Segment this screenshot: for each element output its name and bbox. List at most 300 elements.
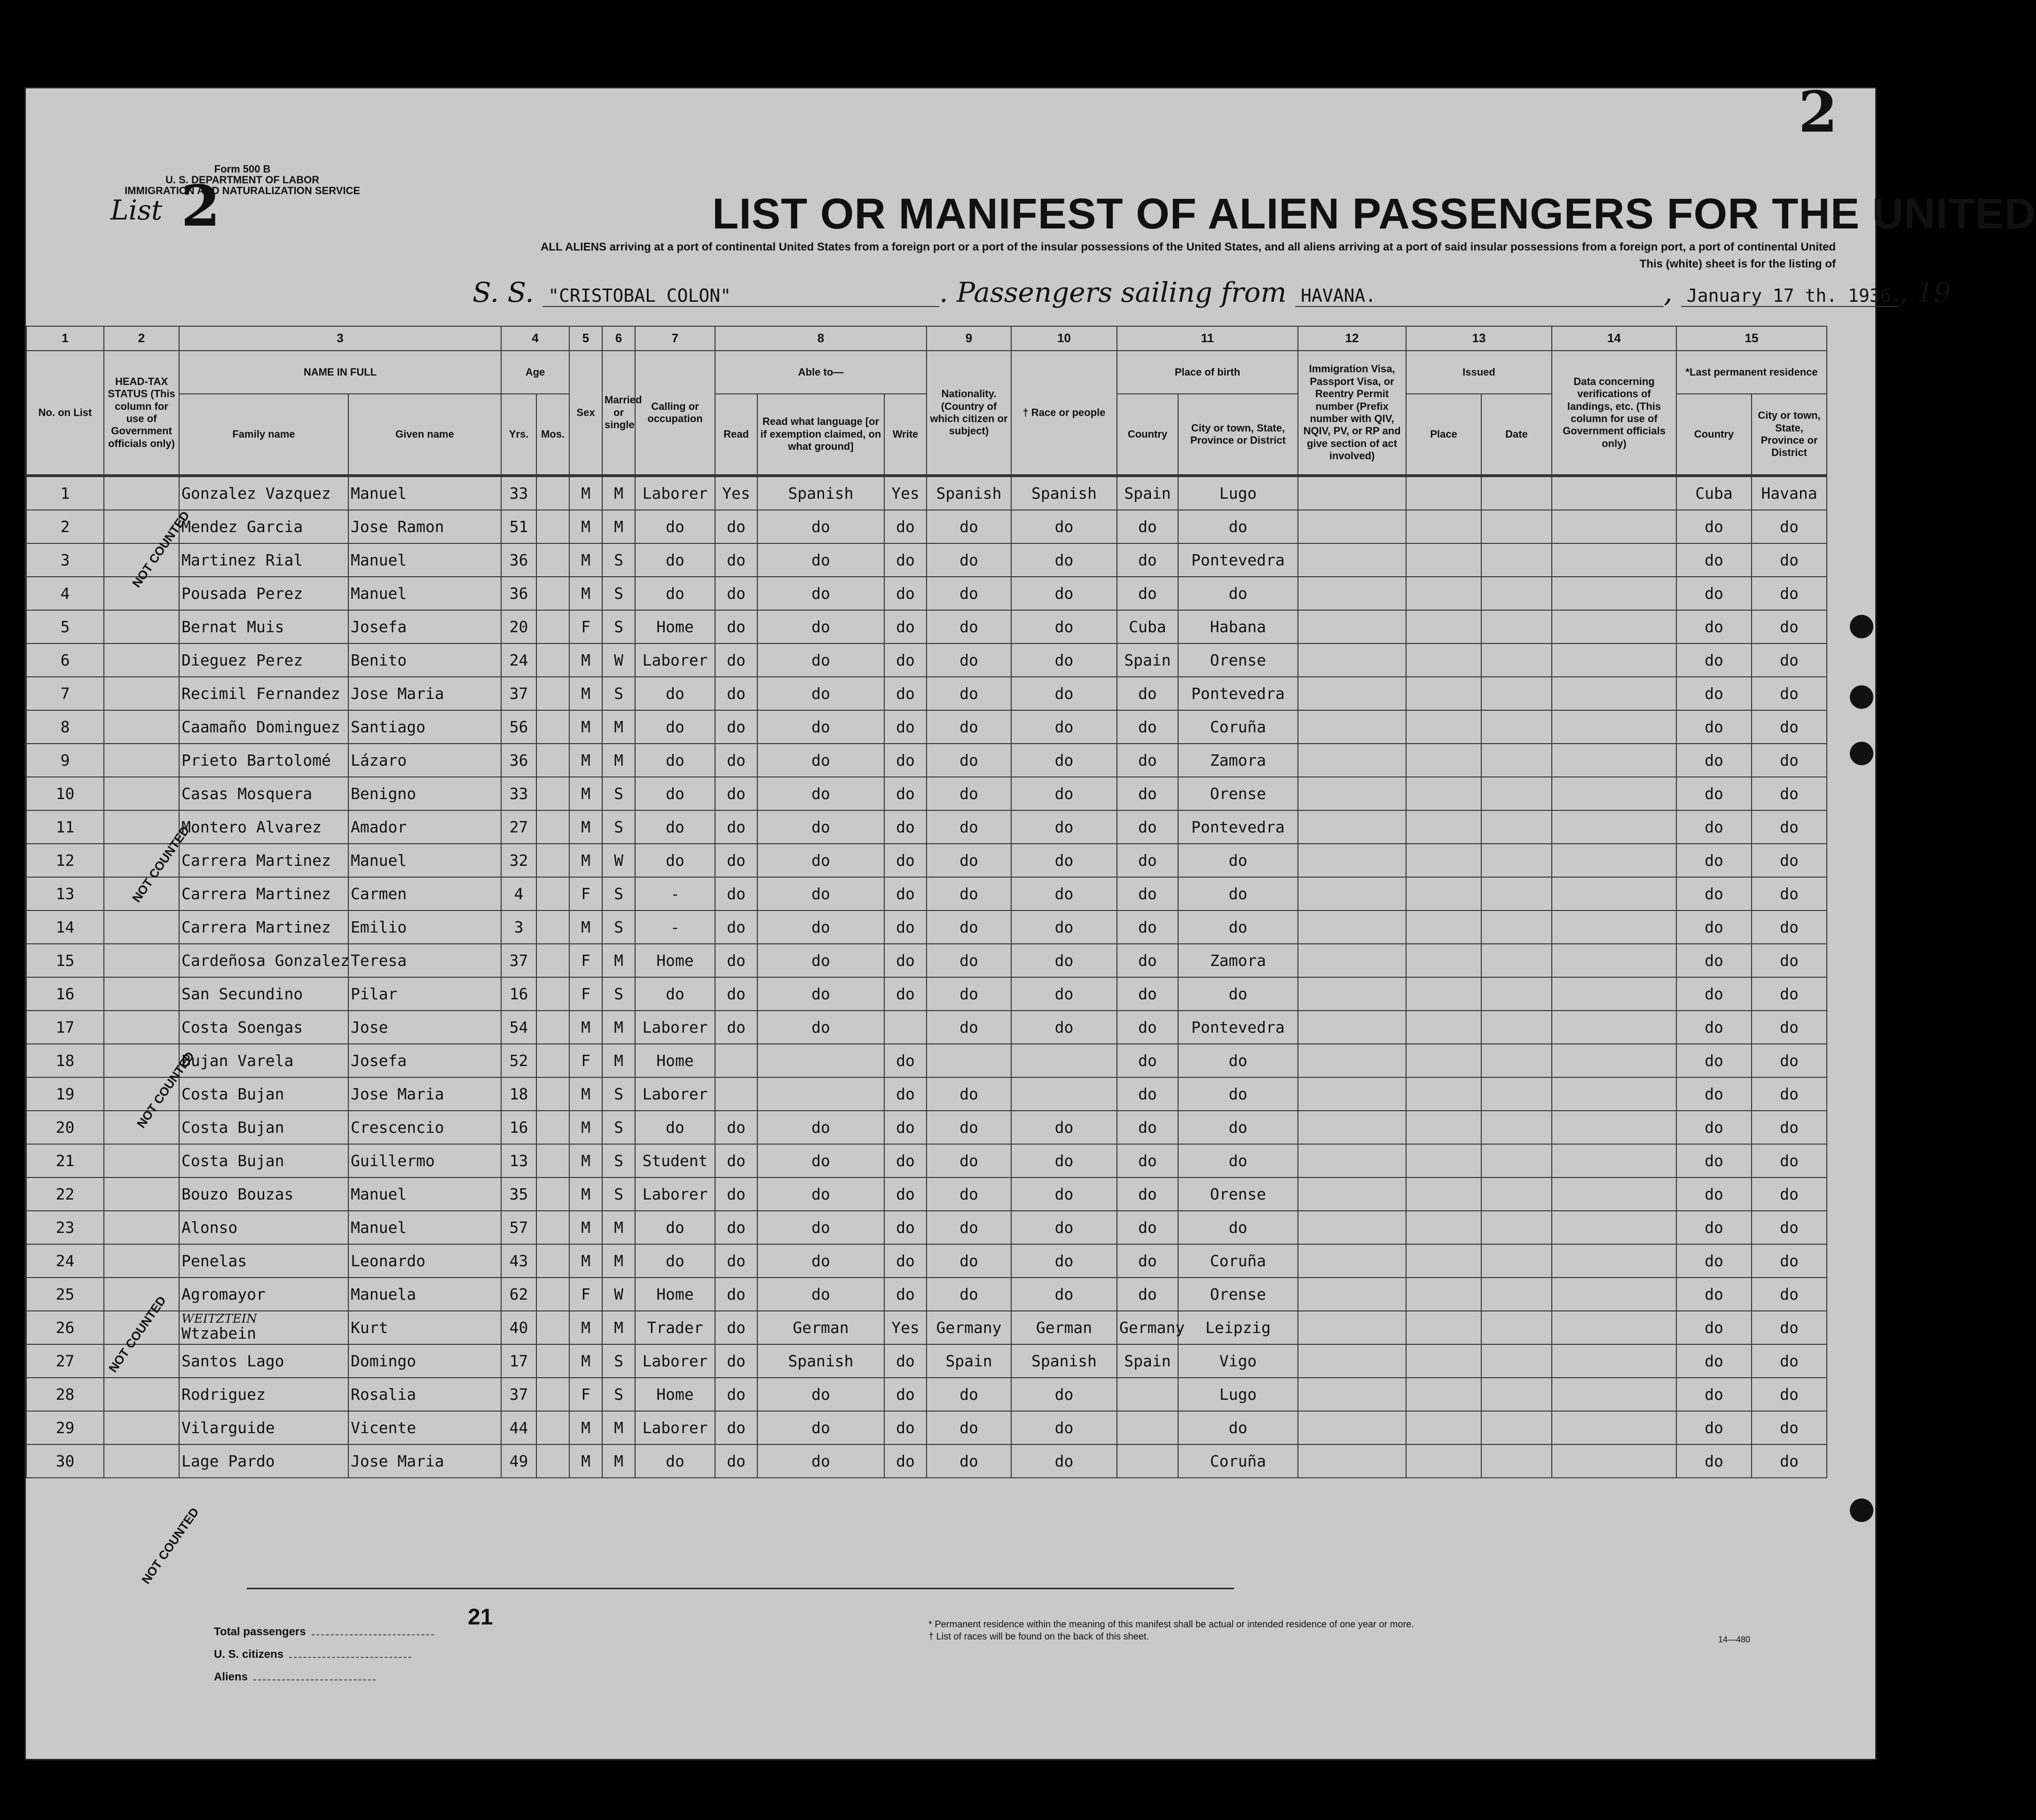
age-years: 43 — [501, 1244, 536, 1278]
race: do — [1011, 844, 1117, 877]
table-row — [26, 1411, 1827, 1444]
given-name: Guillermo — [348, 1144, 501, 1177]
residence-city: do — [1752, 1344, 1827, 1378]
gov-data — [1552, 744, 1676, 777]
not-counted-stamp: NOT COUNTED — [129, 823, 192, 905]
table-row — [26, 744, 1827, 777]
birth-country: do — [1117, 910, 1178, 944]
issued-date — [1481, 510, 1552, 543]
age-years: 17 — [501, 1344, 536, 1378]
read: do — [715, 910, 757, 944]
family-name: Montero Alvarez — [179, 810, 348, 844]
read-language: do — [757, 1244, 884, 1278]
marital-status: S — [602, 677, 635, 710]
sex: M — [569, 1177, 602, 1211]
birth-country: do — [1117, 1011, 1178, 1044]
gov-data — [1552, 1011, 1676, 1044]
row-number: 26 — [26, 1311, 104, 1344]
table-row — [26, 643, 1827, 677]
stamp-number: 21 — [468, 1605, 493, 1630]
issued-date — [1481, 877, 1552, 910]
sailing-label: Passengers sailing from — [956, 276, 1287, 308]
marital-status: M — [602, 944, 635, 977]
age-months — [536, 543, 569, 577]
marital-status: S — [602, 777, 635, 810]
family-name: Dieguez Perez — [179, 643, 348, 677]
marital-status: S — [602, 610, 635, 643]
write: Yes — [884, 1311, 927, 1344]
age-years: 24 — [501, 643, 536, 677]
row-number: 14 — [26, 910, 104, 944]
table-row — [26, 1211, 1827, 1244]
sailing-date: January 17 th. 1936. — [1681, 285, 1899, 307]
occupation: do — [635, 810, 715, 844]
row-number: 29 — [26, 1411, 104, 1444]
age-years: 36 — [501, 744, 536, 777]
family-name: Recimil Fernandez — [179, 677, 348, 710]
sex: M — [569, 1344, 602, 1378]
birth-city: do — [1178, 1044, 1298, 1077]
read-language: do — [757, 1011, 884, 1044]
col-number: 3 — [179, 326, 501, 351]
row-number: 23 — [26, 1211, 104, 1244]
occupation: do — [635, 543, 715, 577]
family-name: Carrera Martinez — [179, 910, 348, 944]
read-language: do — [757, 643, 884, 677]
given-name: Teresa — [348, 944, 501, 977]
table-row — [26, 1444, 1827, 1478]
issued-date — [1481, 710, 1552, 744]
marital-status: S — [602, 577, 635, 610]
sex: F — [569, 1378, 602, 1411]
col-number: 11 — [1117, 326, 1298, 351]
birth-country — [1117, 1411, 1178, 1444]
read-language: do — [757, 1444, 884, 1478]
residence-city: do — [1752, 977, 1827, 1011]
sex: M — [569, 1144, 602, 1177]
occupation: Home — [635, 1378, 715, 1411]
birth-country: do — [1117, 577, 1178, 610]
marital-status: M — [602, 1211, 635, 1244]
issued-date — [1481, 844, 1552, 877]
table-row — [26, 844, 1827, 877]
age-months — [536, 910, 569, 944]
read: do — [715, 710, 757, 744]
write: do — [884, 1378, 927, 1411]
read-language: do — [757, 1211, 884, 1244]
table-row — [26, 1344, 1827, 1378]
age-years: 51 — [501, 510, 536, 543]
age-months — [536, 1011, 569, 1044]
birth-city: Coruña — [1178, 1444, 1298, 1478]
head-tax-cell — [104, 977, 179, 1011]
residence-country: do — [1676, 1177, 1752, 1211]
issued-date — [1481, 643, 1552, 677]
marital-status: M — [602, 1244, 635, 1278]
department: U. S. DEPARTMENT OF LABOR — [165, 174, 320, 186]
col-number: 5 — [569, 326, 602, 351]
birth-country: do — [1117, 1177, 1178, 1211]
family-name: Costa Bujan — [179, 1144, 348, 1177]
header-able-to: Able to— — [715, 351, 927, 394]
residence-city: do — [1752, 1411, 1827, 1444]
sex: M — [569, 777, 602, 810]
issued-place — [1406, 1144, 1481, 1177]
nationality: do — [927, 1444, 1011, 1478]
write: do — [884, 543, 927, 577]
issued-date — [1481, 1111, 1552, 1144]
occupation: Laborer — [635, 476, 715, 510]
age-months — [536, 610, 569, 643]
visa — [1298, 610, 1406, 643]
us-citizens-label: U. S. citizens — [214, 1648, 284, 1661]
race: do — [1011, 710, 1117, 744]
age-years: 16 — [501, 977, 536, 1011]
age-years: 33 — [501, 777, 536, 810]
nationality: do — [927, 1144, 1011, 1177]
row-number: 2 — [26, 510, 104, 543]
age-months — [536, 1111, 569, 1144]
age-months — [536, 1144, 569, 1177]
visa — [1298, 744, 1406, 777]
write: do — [884, 777, 927, 810]
age-months — [536, 844, 569, 877]
birth-country: do — [1117, 1211, 1178, 1244]
visa — [1298, 1311, 1406, 1344]
table-row — [26, 577, 1827, 610]
issued-place — [1406, 1044, 1481, 1077]
residence-country: do — [1676, 1011, 1752, 1044]
visa — [1298, 1177, 1406, 1211]
issued-date — [1481, 543, 1552, 577]
age-months — [536, 1077, 569, 1111]
sex: M — [569, 577, 602, 610]
gov-data — [1552, 1444, 1676, 1478]
head-tax-cell — [104, 1244, 179, 1278]
read-language: do — [757, 1177, 884, 1211]
race: do — [1011, 1411, 1117, 1444]
header-visa: Immigration Visa, Passport Visa, or Reentry Permit number (Prefix number with QIV, NQIV, PV, or RP and give section of act involved) — [1298, 351, 1406, 476]
read: do — [715, 543, 757, 577]
issued-date — [1481, 777, 1552, 810]
given-name: Manuel — [348, 1177, 501, 1211]
header-sex: Sex — [569, 351, 602, 476]
marital-status: W — [602, 844, 635, 877]
given-name: Benito — [348, 643, 501, 677]
birth-country: do — [1117, 1111, 1178, 1144]
header-issued: Issued — [1406, 351, 1552, 394]
sex: M — [569, 844, 602, 877]
occupation: do — [635, 577, 715, 610]
header-res-country: Country — [1676, 394, 1752, 476]
issued-place — [1406, 1077, 1481, 1111]
occupation: Laborer — [635, 1344, 715, 1378]
table-row — [26, 977, 1827, 1011]
family-name: Costa Bujan — [179, 1077, 348, 1111]
given-name: Domingo — [348, 1344, 501, 1378]
read-language: do — [757, 577, 884, 610]
occupation: Trader — [635, 1311, 715, 1344]
row-number: 19 — [26, 1077, 104, 1111]
read: do — [715, 877, 757, 910]
write: do — [884, 844, 927, 877]
nationality: do — [927, 1244, 1011, 1278]
issued-date — [1481, 810, 1552, 844]
birth-city: do — [1178, 1077, 1298, 1111]
read: do — [715, 1177, 757, 1211]
marital-status: S — [602, 910, 635, 944]
write: do — [884, 643, 927, 677]
write: do — [884, 1444, 927, 1478]
nationality: do — [927, 1378, 1011, 1411]
row-number: 13 — [26, 877, 104, 910]
residence-city: do — [1752, 1044, 1827, 1077]
age-years: 33 — [501, 476, 536, 510]
subtitle-line-1: ALL ALIENS arriving at a port of continental United States from a foreign port or a port of the insular possessions of the United States, and all aliens arriving at a port of said insular possessions from a foreign port, a port of continental United — [540, 241, 1836, 253]
row-number: 4 — [26, 577, 104, 610]
age-months — [536, 777, 569, 810]
birth-country: do — [1117, 677, 1178, 710]
age-months — [536, 510, 569, 543]
issued-date — [1481, 1378, 1552, 1411]
nationality: do — [927, 1077, 1011, 1111]
ship-name: "CRISTOBAL COLON" — [542, 285, 939, 307]
visa — [1298, 977, 1406, 1011]
given-name: Jose Ramon — [348, 510, 501, 543]
table-row — [26, 543, 1827, 577]
visa — [1298, 844, 1406, 877]
occupation: Laborer — [635, 1077, 715, 1111]
table-row — [26, 1177, 1827, 1211]
gov-data — [1552, 1077, 1676, 1111]
nationality: do — [927, 1211, 1011, 1244]
head-tax-cell — [104, 777, 179, 810]
birth-country: do — [1117, 1244, 1178, 1278]
birth-country: Spain — [1117, 643, 1178, 677]
age-years: 3 — [501, 910, 536, 944]
age-months — [536, 1044, 569, 1077]
marital-status: M — [602, 710, 635, 744]
age-months — [536, 1311, 569, 1344]
birth-country — [1117, 1378, 1178, 1411]
col-number: 10 — [1011, 326, 1117, 351]
read-language: Spanish — [757, 476, 884, 510]
row-number: 28 — [26, 1378, 104, 1411]
read-language: do — [757, 910, 884, 944]
gov-data — [1552, 1344, 1676, 1378]
issued-date — [1481, 744, 1552, 777]
age-months — [536, 877, 569, 910]
occupation: Home — [635, 944, 715, 977]
sex: M — [569, 744, 602, 777]
read-language: do — [757, 1111, 884, 1144]
family-name: Mendez Garcia — [179, 510, 348, 543]
visa — [1298, 777, 1406, 810]
race: do — [1011, 1211, 1117, 1244]
residence-city: do — [1752, 1444, 1827, 1478]
marital-status: S — [602, 1344, 635, 1378]
gov-data — [1552, 1044, 1676, 1077]
head-tax-cell — [104, 910, 179, 944]
issued-place — [1406, 1444, 1481, 1478]
birth-city: Orense — [1178, 1278, 1298, 1311]
not-counted-stamp: NOT COUNTED — [106, 1293, 169, 1375]
birth-city: Zamora — [1178, 744, 1298, 777]
gov-data — [1552, 1278, 1676, 1311]
departure-port: HAVANA. — [1295, 285, 1664, 307]
age-months — [536, 643, 569, 677]
issued-place — [1406, 577, 1481, 610]
gov-data — [1552, 643, 1676, 677]
age-years: 36 — [501, 543, 536, 577]
head-tax-cell — [104, 1011, 179, 1044]
table-row — [26, 1144, 1827, 1177]
row-number: 9 — [26, 744, 104, 777]
row-number: 17 — [26, 1011, 104, 1044]
age-years: 54 — [501, 1011, 536, 1044]
family-name: Vilarguide — [179, 1411, 348, 1444]
table-row — [26, 1111, 1827, 1144]
header-birth-city: City or town, State, Province or District — [1178, 394, 1298, 476]
occupation: do — [635, 1244, 715, 1278]
header-issued-date: Date — [1481, 394, 1552, 476]
issued-place — [1406, 1011, 1481, 1044]
gov-data — [1552, 844, 1676, 877]
issued-date — [1481, 610, 1552, 643]
marital-status: M — [602, 1444, 635, 1478]
gov-data — [1552, 977, 1676, 1011]
residence-country: do — [1676, 577, 1752, 610]
header-write: Write — [884, 394, 927, 476]
birth-country: Spain — [1117, 1344, 1178, 1378]
occupation: do — [635, 844, 715, 877]
row-number: 7 — [26, 677, 104, 710]
issued-date — [1481, 910, 1552, 944]
residence-country: Cuba — [1676, 476, 1752, 510]
issued-place — [1406, 944, 1481, 977]
age-years: 49 — [501, 1444, 536, 1478]
table-row — [26, 710, 1827, 744]
visa — [1298, 910, 1406, 944]
head-tax-cell — [104, 643, 179, 677]
residence-city: do — [1752, 810, 1827, 844]
row-number: 8 — [26, 710, 104, 744]
read: do — [715, 777, 757, 810]
residence-country: do — [1676, 744, 1752, 777]
visa — [1298, 944, 1406, 977]
race — [1011, 1044, 1117, 1077]
given-name: Pilar — [348, 977, 501, 1011]
issued-place — [1406, 1311, 1481, 1344]
table-row — [26, 610, 1827, 643]
read: do — [715, 810, 757, 844]
age-years: 16 — [501, 1111, 536, 1144]
given-name: Manuela — [348, 1278, 501, 1311]
race: do — [1011, 1244, 1117, 1278]
read-language: do — [757, 543, 884, 577]
issued-place — [1406, 543, 1481, 577]
age-years: 35 — [501, 1177, 536, 1211]
birth-country: Spain — [1117, 476, 1178, 510]
visa — [1298, 1044, 1406, 1077]
nationality: do — [927, 610, 1011, 643]
col-number: 9 — [927, 326, 1011, 351]
head-tax-cell — [104, 944, 179, 977]
residence-country: do — [1676, 1311, 1752, 1344]
residence-country: do — [1676, 610, 1752, 643]
family-name: Carrera Martinez — [179, 844, 348, 877]
read-language: do — [757, 844, 884, 877]
given-name: Benigno — [348, 777, 501, 810]
race: do — [1011, 1378, 1117, 1411]
residence-city: do — [1752, 777, 1827, 810]
birth-country: do — [1117, 944, 1178, 977]
read-language: do — [757, 610, 884, 643]
residence-city: do — [1752, 744, 1827, 777]
residence-city: do — [1752, 1311, 1827, 1344]
read-language: do — [757, 744, 884, 777]
birth-city: Coruña — [1178, 1244, 1298, 1278]
header-married: Married or single — [602, 351, 635, 476]
occupation: do — [635, 1111, 715, 1144]
birth-city: Lugo — [1178, 476, 1298, 510]
read: do — [715, 744, 757, 777]
issued-date — [1481, 1244, 1552, 1278]
row-number: 15 — [26, 944, 104, 977]
given-name: Santiago — [348, 710, 501, 744]
visa — [1298, 510, 1406, 543]
table-row — [26, 1044, 1827, 1077]
read: do — [715, 1278, 757, 1311]
head-tax-cell — [104, 1378, 179, 1411]
nationality: do — [927, 710, 1011, 744]
nationality: do — [927, 877, 1011, 910]
head-tax-cell — [104, 1444, 179, 1478]
punch-hole — [1850, 615, 1873, 638]
marital-status: S — [602, 1177, 635, 1211]
age-months — [536, 1211, 569, 1244]
read: do — [715, 1111, 757, 1144]
sex: M — [569, 710, 602, 744]
age-months — [536, 1444, 569, 1478]
read: do — [715, 643, 757, 677]
residence-city: do — [1752, 1077, 1827, 1111]
given-name: Manuel — [348, 543, 501, 577]
nationality: do — [927, 577, 1011, 610]
read-language: do — [757, 944, 884, 977]
read-language: do — [757, 1278, 884, 1311]
issued-place — [1406, 1111, 1481, 1144]
family-name: Pousada Perez — [179, 577, 348, 610]
col-number: 15 — [1676, 326, 1827, 351]
not-counted-stamp: NOT COUNTED — [134, 1049, 197, 1131]
row-number: 12 — [26, 844, 104, 877]
residence-city: do — [1752, 1144, 1827, 1177]
sex: M — [569, 1011, 602, 1044]
age-years: 57 — [501, 1211, 536, 1244]
given-name: Rosalia — [348, 1378, 501, 1411]
header-given-name: Given name — [348, 394, 501, 476]
header-res-city: City or town, State, Province or District — [1752, 394, 1827, 476]
col-number: 12 — [1298, 326, 1406, 351]
race: do — [1011, 777, 1117, 810]
occupation: do — [635, 1444, 715, 1478]
family-name: Santos Lago — [179, 1344, 348, 1378]
write: do — [884, 810, 927, 844]
birth-country: do — [1117, 977, 1178, 1011]
handwritten-family-name: WEITZTEIN — [181, 1312, 257, 1326]
race: do — [1011, 677, 1117, 710]
